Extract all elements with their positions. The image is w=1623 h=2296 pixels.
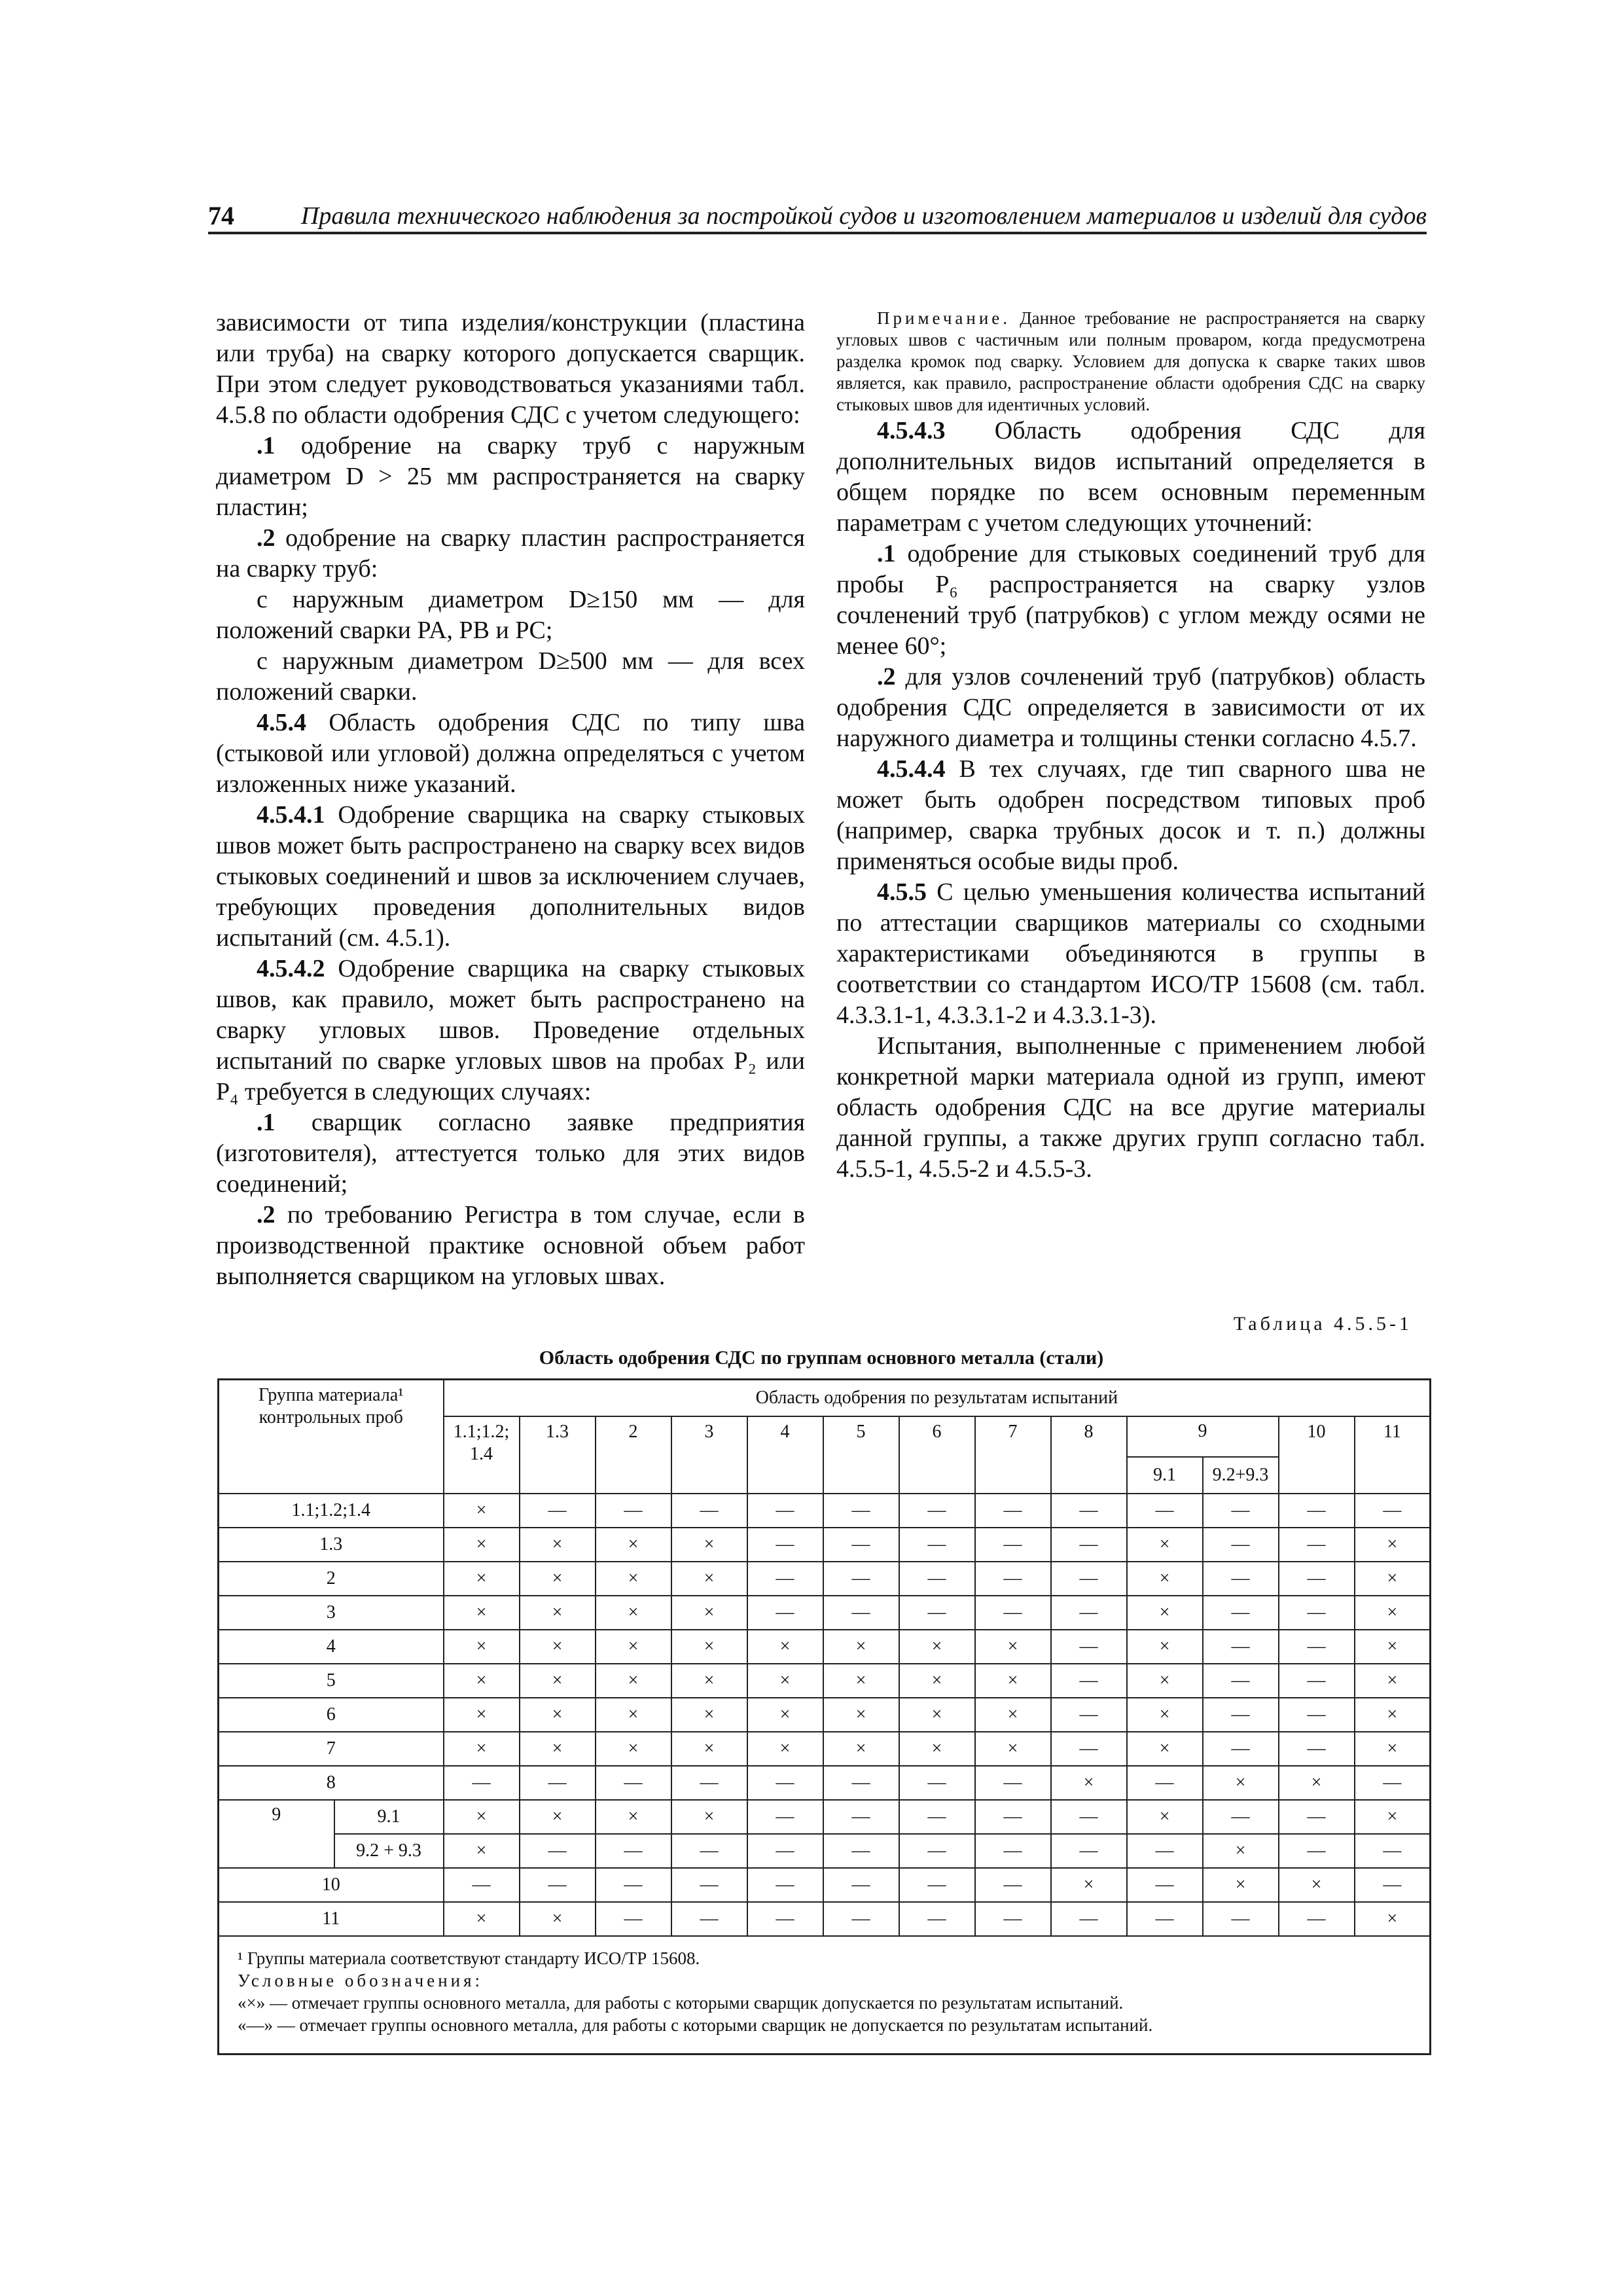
table-cell: × — [1203, 1766, 1279, 1800]
table-cell: × — [671, 1800, 747, 1834]
clause-number: .2 — [877, 663, 896, 691]
row-label: 2 — [219, 1562, 444, 1596]
table-cell: × — [596, 1630, 671, 1664]
table-cell: — — [899, 1562, 975, 1596]
table-cell: — — [596, 1834, 671, 1868]
table-cell: × — [747, 1630, 823, 1664]
table-cell: × — [1051, 1766, 1127, 1800]
column-header: 4 — [747, 1416, 823, 1494]
table-cell: — — [596, 1868, 671, 1902]
table-cell: — — [747, 1766, 823, 1800]
table-cell: × — [1203, 1868, 1279, 1902]
table-cell: — — [1279, 1630, 1355, 1664]
paragraph — [836, 662, 1425, 754]
row-label: 1.3 — [219, 1528, 444, 1562]
table-notes — [219, 1936, 1431, 2054]
table-row — [219, 1494, 1431, 1528]
table-row — [219, 1800, 1431, 1834]
table-cell: × — [596, 1664, 671, 1698]
table-cell: × — [520, 1630, 596, 1664]
table-cell: × — [520, 1528, 596, 1562]
table-cell: — — [1127, 1494, 1203, 1528]
table-cell: — — [1203, 1630, 1279, 1664]
table-cell: — — [1203, 1562, 1279, 1596]
table-cell: — — [823, 1494, 899, 1528]
page-number: 74 — [208, 201, 234, 230]
note-text: Данное требование не распространяется на сварку угловых швов с частичным или полным проваром, когда предусмотрена разделка кромок под сварку. Условием для допуска к сварке таких швов является, как правило, распространение области одобрения СДС на сварку стыковых швов для идентичных условий. — [836, 308, 1425, 414]
table-cell: × — [444, 1732, 520, 1766]
table-cell: — — [975, 1766, 1051, 1800]
table-cell: × — [671, 1562, 747, 1596]
table-cell: × — [899, 1698, 975, 1732]
section-number: 4.5.4 — [257, 709, 306, 736]
table-row — [219, 1902, 1431, 1936]
table-cell: × — [444, 1562, 520, 1596]
paragraph — [216, 1107, 805, 1200]
area-header: Область одобрения по результатам испытаний — [444, 1380, 1431, 1417]
table-cell: — — [975, 1562, 1051, 1596]
row-label: 9.2 + 9.3 — [334, 1834, 444, 1868]
paragraph: с наружным диаметром D≥500 мм — для всех положений сварки. — [216, 647, 805, 706]
section-number: 4.5.4.4 — [877, 755, 946, 783]
table-cell: × — [975, 1630, 1051, 1664]
table-cell: — — [1127, 1766, 1203, 1800]
table-cell: — — [899, 1766, 975, 1800]
section-text: Одобрение сварщика на сварку стыковых швов может быть распространено на сварку всех видов стыковых соединений и швов за исключением случаев, требующих проведения дополнительных видов испытаний (см. 4.5.1). — [216, 801, 805, 952]
table-cell: × — [747, 1698, 823, 1732]
table-cell: — — [747, 1868, 823, 1902]
row-group-label: 9 — [219, 1800, 334, 1868]
table-cell: × — [747, 1664, 823, 1698]
table-cell: × — [520, 1664, 596, 1698]
section-text: В тех случаях, где тип сварного шва не может быть одобрен посредством типовых проб (например, сварка трубных досок и т. п.) должны применяться особые виды проб. — [836, 755, 1425, 875]
note — [836, 308, 1425, 416]
section-number: 4.5.5 — [877, 878, 927, 906]
running-title: Правила технического наблюдения за постройкой судов и изготовлением материалов и изделий для судов — [300, 202, 1427, 230]
table-cell: × — [1355, 1732, 1431, 1766]
clause-number: .2 — [257, 1201, 276, 1229]
table-cell: — — [596, 1902, 671, 1936]
table-cell: — — [1127, 1868, 1203, 1902]
table-cell: — — [899, 1834, 975, 1868]
table-cell: — — [1051, 1834, 1127, 1868]
table-cell: — — [1051, 1902, 1127, 1936]
table-cell: × — [671, 1698, 747, 1732]
clause-text: для узлов сочленений труб (патрубков) область одобрения СДС определяется в зависимости от их наружного диаметра и толщины стенки согласно 4.5.7. — [836, 663, 1425, 752]
table-cell: × — [823, 1664, 899, 1698]
paragraph: с наружным диаметром D≥150 мм — для положений сварки PA, PB и PC; — [216, 586, 805, 644]
clause-text: сварщик согласно заявке предприятия (изготовителя), аттестуется только для этих видов соединений; — [216, 1109, 805, 1198]
paragraph — [216, 431, 805, 523]
table-cell: — — [823, 1562, 899, 1596]
paragraph — [216, 708, 805, 800]
column-header: 3 — [671, 1416, 747, 1494]
table-cell: × — [444, 1596, 520, 1630]
column-header: 8 — [1051, 1416, 1127, 1494]
table-cell: — — [747, 1562, 823, 1596]
clause-text: одобрение на сварку труб с наружным диаметром D > 25 мм распространяется на сварку пластин; — [216, 432, 805, 521]
page-header — [208, 198, 1427, 234]
table-cell: × — [1127, 1562, 1203, 1596]
table-cell: × — [671, 1664, 747, 1698]
table-cell: — — [899, 1528, 975, 1562]
paragraph — [836, 539, 1425, 662]
table-cell: × — [520, 1698, 596, 1732]
table-cell: × — [444, 1528, 520, 1562]
table-cell: — — [747, 1528, 823, 1562]
table-cell: — — [520, 1834, 596, 1868]
table-cell: × — [1355, 1630, 1431, 1664]
table-cell: × — [1355, 1562, 1431, 1596]
table-cell: — — [899, 1494, 975, 1528]
row-label: 1.1;1.2;1.4 — [219, 1494, 444, 1528]
table-cell: × — [823, 1630, 899, 1664]
table-cell: × — [823, 1732, 899, 1766]
table-cell: — — [823, 1528, 899, 1562]
paragraph: зависимости от типа изделия/конструкции (пластина или труба) на сварку которого допускается сварщик. При этом следует руководствоваться указаниями табл. 4.5.8 по области одобрения СДС с учетом следующего: — [216, 309, 805, 429]
table-cell: — — [899, 1596, 975, 1630]
table-cell: — — [747, 1834, 823, 1868]
column-header: 5 — [823, 1416, 899, 1494]
column-header: 6 — [899, 1416, 975, 1494]
section-text: С целью уменьшения количества испытаний по аттестации сварщиков материалы со сходными характеристиками объединяются в группы в соответствии со стандартом ИСО/ТР 15608 (см. табл. 4.3.3.1-1, 4.3.3.1-2 и 4.3.3.1-3). — [836, 878, 1425, 1029]
table-cell: × — [520, 1800, 596, 1834]
column-header: 7 — [975, 1416, 1051, 1494]
table-cell: × — [1127, 1528, 1203, 1562]
table-row — [219, 1630, 1431, 1664]
legend-x: «×» — отмечает группы основного металла, для работы с которыми сварщик допускается по результатам испытаний. — [238, 1993, 1124, 2013]
table-cell: × — [596, 1528, 671, 1562]
section-number: 4.5.4.1 — [257, 801, 325, 829]
row-label: 3 — [219, 1596, 444, 1630]
table-cell: — — [899, 1800, 975, 1834]
subcolumn-header: 9.1 — [1127, 1457, 1203, 1494]
table-cell: — — [1279, 1800, 1355, 1834]
section-number: 4.5.4.3 — [877, 417, 946, 444]
table-cell: — — [823, 1868, 899, 1902]
table-cell: — — [1203, 1902, 1279, 1936]
table-cell: — — [1279, 1528, 1355, 1562]
table-cell: — — [1051, 1528, 1127, 1562]
clause-number: .1 — [257, 432, 276, 459]
table-cell: × — [899, 1630, 975, 1664]
table-row — [219, 1732, 1431, 1766]
table-cell: × — [1203, 1834, 1279, 1868]
table-cell: × — [671, 1732, 747, 1766]
row-label: 10 — [219, 1868, 444, 1902]
clause-number: .1 — [877, 540, 896, 567]
table-cell: — — [975, 1868, 1051, 1902]
paragraph: Испытания, выполненные с применением любой конкретной марки материала одной из групп, имеют область одобрения СДС на все другие материалы данной группы, а также других групп согласно табл. 4.5.5-1, 4.5.5-2 и 4.5.5-3. — [836, 1032, 1425, 1183]
table-cell: × — [1127, 1596, 1203, 1630]
table-cell: — — [1051, 1630, 1127, 1664]
table-cell: — — [1203, 1596, 1279, 1630]
table-cell: — — [975, 1494, 1051, 1528]
table-cell: — — [1127, 1902, 1203, 1936]
table-cell: — — [1203, 1494, 1279, 1528]
left-column — [216, 308, 805, 1292]
row-label: 11 — [219, 1902, 444, 1936]
table-cell: — — [747, 1800, 823, 1834]
table-row — [219, 1834, 1431, 1868]
table-cell: — — [823, 1834, 899, 1868]
table-cell: — — [1355, 1868, 1431, 1902]
table-cell: — — [1279, 1732, 1355, 1766]
column-header: 10 — [1279, 1416, 1355, 1494]
table-row — [219, 1664, 1431, 1698]
paragraph — [216, 523, 805, 584]
table-cell: — — [596, 1494, 671, 1528]
table-cell: — — [520, 1766, 596, 1800]
table-cell: × — [444, 1834, 520, 1868]
table-cell: × — [1127, 1732, 1203, 1766]
table-cell: — — [975, 1800, 1051, 1834]
table-cell: — — [444, 1868, 520, 1902]
paragraph — [836, 754, 1425, 877]
table-cell: — — [975, 1902, 1051, 1936]
table-cell: × — [1355, 1800, 1431, 1834]
table-cell: — — [1051, 1596, 1127, 1630]
clause-number: .1 — [257, 1109, 276, 1136]
table-cell: × — [671, 1630, 747, 1664]
table-cell: — — [899, 1902, 975, 1936]
column-header: 2 — [596, 1416, 671, 1494]
clause-number: .2 — [257, 524, 276, 552]
table-cell: × — [520, 1902, 596, 1936]
column-header: 1.3 — [520, 1416, 596, 1494]
table-cell: — — [671, 1494, 747, 1528]
table-cell: × — [1127, 1800, 1203, 1834]
table-cell: × — [520, 1732, 596, 1766]
table-cell: — — [671, 1902, 747, 1936]
table-cell: × — [975, 1732, 1051, 1766]
table-row — [219, 1562, 1431, 1596]
table-cell: — — [1051, 1732, 1127, 1766]
table-cell: × — [975, 1664, 1051, 1698]
table-cell: × — [1355, 1528, 1431, 1562]
table-cell: — — [520, 1868, 596, 1902]
footnote: ¹ Группы материала соответствуют стандарту ИСО/ТР 15608. — [238, 1948, 700, 1968]
table-cell: × — [1355, 1902, 1431, 1936]
paragraph — [216, 800, 805, 954]
table-cell: × — [975, 1698, 1051, 1732]
table-cell: — — [671, 1834, 747, 1868]
table-cell: × — [444, 1494, 520, 1528]
table-cell: × — [596, 1562, 671, 1596]
table-cell: — — [520, 1494, 596, 1528]
table-cell: — — [1279, 1698, 1355, 1732]
table-cell: — — [1279, 1494, 1355, 1528]
table-cell: — — [671, 1868, 747, 1902]
table-cell: — — [1203, 1800, 1279, 1834]
table-cell: × — [520, 1562, 596, 1596]
table-cell: — — [975, 1834, 1051, 1868]
table-cell: × — [899, 1664, 975, 1698]
table-cell: — — [1051, 1664, 1127, 1698]
table-cell: × — [1279, 1868, 1355, 1902]
paragraph — [836, 416, 1425, 539]
table-cell: — — [823, 1902, 899, 1936]
subcolumn-header: 9.2+9.3 — [1203, 1457, 1279, 1494]
table-cell: × — [444, 1630, 520, 1664]
table-cell: × — [1355, 1698, 1431, 1732]
table-cell: × — [1127, 1630, 1203, 1664]
row-label: 4 — [219, 1630, 444, 1664]
table-cell: × — [671, 1528, 747, 1562]
row-label: 6 — [219, 1698, 444, 1732]
table-cell: × — [1127, 1698, 1203, 1732]
table-cell: — — [1051, 1494, 1127, 1528]
table-cell: — — [444, 1766, 520, 1800]
section-text: Область одобрения СДС для дополнительных видов испытаний определяется в общем порядке по всем основным переменным параметрам с учетом следующих уточнений: — [836, 417, 1425, 537]
clause-text: одобрение на сварку пластин распространяется на сварку труб: — [216, 524, 805, 583]
table-cell: — — [1355, 1766, 1431, 1800]
table-row — [219, 1698, 1431, 1732]
table-cell: — — [823, 1596, 899, 1630]
table-cell: — — [975, 1528, 1051, 1562]
column-header: 1.1;1.2; 1.4 — [444, 1416, 520, 1494]
table-cell: — — [1355, 1834, 1431, 1868]
table-cell: × — [444, 1664, 520, 1698]
section-text: Одобрение сварщика на сварку стыковых швов, как правило, может быть распространено на сварку угловых швов. Проведение отдельных испытаний по сварке угловых швов на пробах P₂ или P₄ требуется в следующих случаях: — [216, 955, 805, 1105]
table-number: Таблица 4.5.5-1 — [1233, 1313, 1412, 1335]
paragraph — [216, 954, 805, 1107]
table-cell: × — [747, 1732, 823, 1766]
row-label: 7 — [219, 1732, 444, 1766]
table-cell: — — [1051, 1800, 1127, 1834]
table-cell: — — [1203, 1528, 1279, 1562]
legend-dash: «—» — отмечает группы основного металла, для работы с которыми сварщик не допускается по результатам испытаний. — [238, 2015, 1153, 2035]
approval-table — [217, 1378, 1431, 2055]
table-cell: × — [444, 1902, 520, 1936]
table-cell: — — [1279, 1664, 1355, 1698]
paragraph — [216, 1200, 805, 1292]
note-label: Примечание. — [877, 308, 1011, 328]
table-cell: — — [596, 1766, 671, 1800]
table-row — [219, 1868, 1431, 1902]
table-cell: — — [1203, 1664, 1279, 1698]
table-cell: × — [596, 1596, 671, 1630]
table-cell: — — [747, 1902, 823, 1936]
table-cell: × — [1127, 1664, 1203, 1698]
table-cell: — — [671, 1766, 747, 1800]
table-caption: Область одобрения СДС по группам основного металла (стали) — [539, 1347, 1104, 1369]
section-number: 4.5.4.2 — [257, 955, 325, 982]
table-cell: × — [1279, 1766, 1355, 1800]
table-footer — [219, 1936, 1431, 2054]
column-header: 9 — [1127, 1416, 1279, 1457]
clause-text: одобрение для стыковых соединений труб для пробы P₆ распространяется на сварку узлов сочленений труб (патрубков) с углом между осями не менее 60°; — [836, 540, 1425, 660]
table-cell: — — [1051, 1562, 1127, 1596]
table-cell: × — [520, 1596, 596, 1630]
row-label: 5 — [219, 1664, 444, 1698]
row-label: 9.1 — [334, 1800, 444, 1834]
table-cell: × — [671, 1596, 747, 1630]
table-cell: — — [1203, 1698, 1279, 1732]
table-cell: × — [596, 1698, 671, 1732]
table-cell: × — [596, 1732, 671, 1766]
clause-text: по требованию Регистра в том случае, если в производственной практике основной объем работ выполняется сварщиком на угловых швах. — [216, 1201, 805, 1290]
table-row — [219, 1766, 1431, 1800]
table-cell: × — [823, 1698, 899, 1732]
table-cell: × — [1355, 1596, 1431, 1630]
table-cell: — — [899, 1868, 975, 1902]
paragraph — [836, 877, 1425, 1031]
right-column — [836, 308, 1425, 1185]
table-cell: — — [1279, 1902, 1355, 1936]
table-cell: — — [1279, 1596, 1355, 1630]
table-cell: — — [1279, 1834, 1355, 1868]
table-cell: × — [596, 1800, 671, 1834]
column-header: 11 — [1355, 1416, 1431, 1494]
section-text: Область одобрения СДС по типу шва (стыковой или угловой) должна определяться с учетом изложенных ниже указаний. — [216, 709, 805, 798]
table-cell: — — [1127, 1834, 1203, 1868]
table-cell: — — [1203, 1732, 1279, 1766]
table-cell: — — [823, 1800, 899, 1834]
group-header: Группа материала¹ контрольных проб — [219, 1380, 444, 1494]
table-cell: × — [1051, 1868, 1127, 1902]
table-cell: — — [823, 1766, 899, 1800]
table-cell: — — [1279, 1562, 1355, 1596]
table-cell: — — [1051, 1698, 1127, 1732]
table-row — [219, 1596, 1431, 1630]
table-cell: — — [747, 1494, 823, 1528]
table-cell: × — [444, 1800, 520, 1834]
table-cell: — — [747, 1596, 823, 1630]
table-cell: × — [1355, 1664, 1431, 1698]
legend-title: Условные обозначения: — [238, 1971, 484, 1990]
table-cell: × — [444, 1698, 520, 1732]
table-cell: — — [1355, 1494, 1431, 1528]
table-row — [219, 1528, 1431, 1562]
row-label: 8 — [219, 1766, 444, 1800]
table-cell: — — [975, 1596, 1051, 1630]
table-cell: × — [899, 1732, 975, 1766]
